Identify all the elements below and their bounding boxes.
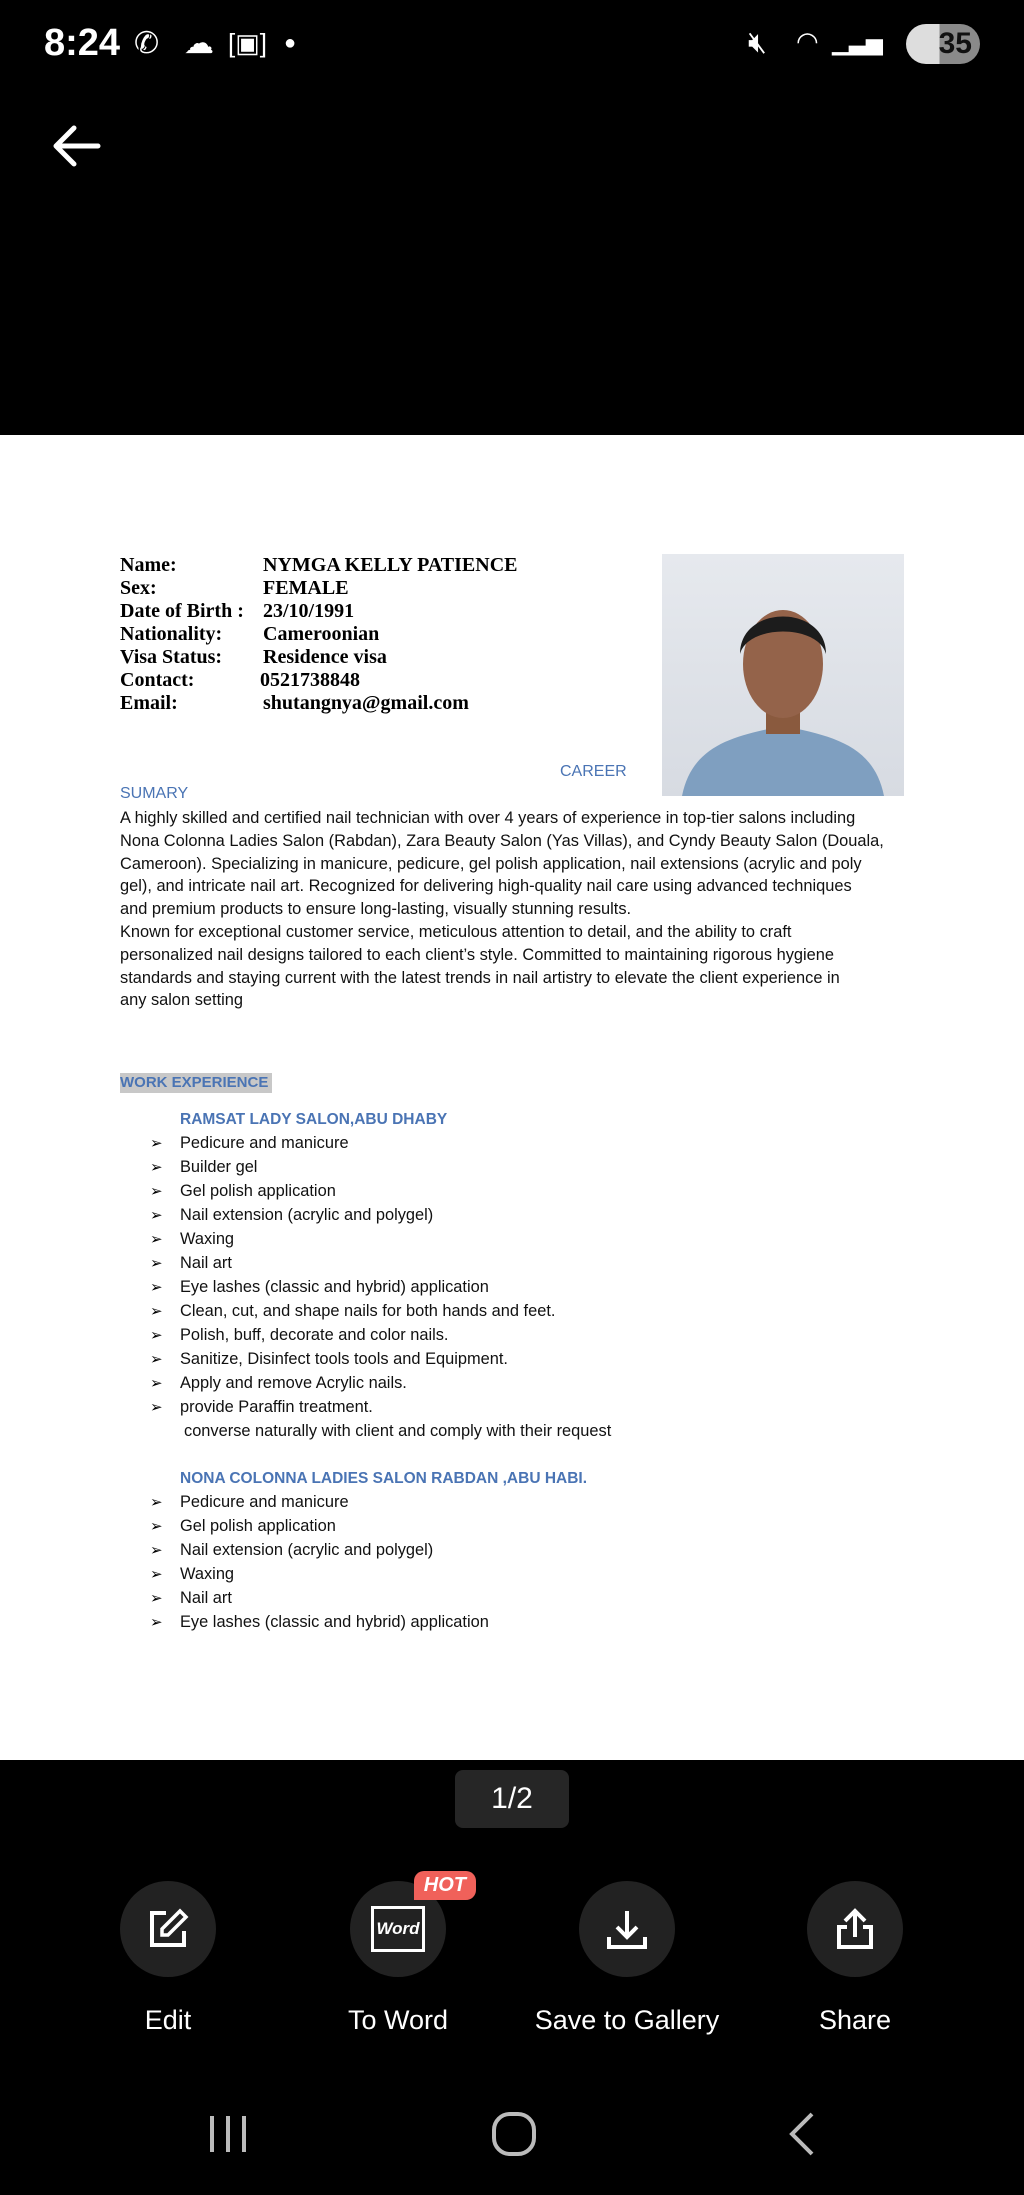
edit-icon <box>146 1907 190 1951</box>
back-arrow-icon[interactable] <box>48 118 104 174</box>
summary-line: Nona Colonna Ladies Salon (Rabdan), Zara Beauty Salon (Yas Villas), and Cyndy Beauty Salon (Douala, <box>120 831 884 850</box>
job-item: Nail extension (acrylic and polygel) <box>180 1206 434 1224</box>
download-icon <box>605 1907 649 1951</box>
bullet-arrow-icon: ➢ <box>150 1303 163 1320</box>
status-time: 8:24 <box>44 22 121 64</box>
info-value: NYMGA KELLY PATIENCE <box>263 554 518 576</box>
info-value: Cameroonian <box>263 623 380 645</box>
battery-indicator: 35 <box>906 24 980 64</box>
nav-back-button[interactable] <box>784 2110 820 2158</box>
bullet-arrow-icon: ➢ <box>150 1375 163 1392</box>
info-row <box>120 692 469 715</box>
job-item: Polish, buff, decorate and color nails. <box>180 1326 449 1344</box>
page-indicator: 1/2 <box>455 1770 569 1828</box>
bullet-arrow-icon: ➢ <box>150 1351 163 1368</box>
info-value: 23/10/1991 <box>263 600 355 622</box>
bullet-arrow-icon: ➢ <box>150 1159 163 1176</box>
share-label: Share <box>818 2005 892 2035</box>
job-item: Nail extension (acrylic and polygel) <box>180 1541 434 1559</box>
summary-line: Cameroon). Specializing in manicure, pedicure, gel polish application, nail extensions (acrylic and poly <box>120 854 862 873</box>
info-label: Contact: <box>120 669 195 691</box>
info-label: Nationality: <box>120 623 223 645</box>
bullet-arrow-icon: ➢ <box>150 1183 163 1200</box>
screenshot-icon: [▣] <box>228 28 268 58</box>
summary-line: any salon setting <box>120 991 244 1010</box>
signal-icon: ▁▃▅ <box>832 30 883 55</box>
share-button[interactable] <box>745 1881 965 2036</box>
whatsapp-icon: ✆ <box>134 27 160 60</box>
job-item: Sanitize, Disinfect tools tools and Equipment. <box>180 1350 508 1368</box>
edit-button[interactable] <box>58 1881 278 2036</box>
job-item: Eye lashes (classic and hybrid) application <box>180 1613 489 1631</box>
summary-line: Known for exceptional customer service, meticulous attention to detail, and the ability to craft <box>120 922 792 941</box>
info-row <box>120 554 518 577</box>
bullet-arrow-icon: ➢ <box>150 1542 163 1559</box>
bullet-arrow-icon: ➢ <box>150 1566 163 1583</box>
bullet-arrow-icon: ➢ <box>150 1279 163 1296</box>
edit-label: Edit <box>144 2005 192 2035</box>
info-row <box>120 600 355 623</box>
info-label: Date of Birth : <box>120 600 244 622</box>
bullet-arrow-icon: ➢ <box>150 1399 163 1416</box>
bullet-arrow-icon: ➢ <box>150 1231 163 1248</box>
info-value: Residence visa <box>263 646 387 668</box>
to-word-label: To Word <box>347 2005 449 2035</box>
info-label: Email: <box>120 692 178 714</box>
job-item: converse naturally with client and comply with their request <box>184 1422 612 1440</box>
info-row <box>120 646 387 669</box>
job-item: provide Paraffin treatment. <box>180 1398 373 1416</box>
job-item: Clean, cut, and shape nails for both hands and feet. <box>180 1302 556 1320</box>
info-value: shutangnya@gmail.com <box>263 692 469 714</box>
share-icon <box>833 1907 877 1951</box>
cloud-icon: ☁ <box>184 27 214 60</box>
save-to-gallery-button[interactable] <box>517 1881 737 2036</box>
bullet-arrow-icon: ➢ <box>150 1494 163 1511</box>
bullet-arrow-icon: ➢ <box>150 1207 163 1224</box>
summary-line: gel), and intricate nail art. Recognized for delivering high-quality nail care using advanced techniques <box>120 877 852 896</box>
summary-line: and premium products to ensure long-lasting, visually stunning results. <box>120 900 632 919</box>
dot-icon: ● <box>284 32 297 54</box>
bullet-arrow-icon: ➢ <box>150 1255 163 1272</box>
bullet-arrow-icon: ➢ <box>150 1518 163 1535</box>
job-item: Eye lashes (classic and hybrid) application <box>180 1278 489 1296</box>
info-row <box>120 623 380 646</box>
job-item: Pedicure and manicure <box>180 1134 349 1152</box>
save-label: Save to Gallery <box>534 2005 720 2035</box>
profile-photo <box>662 554 904 796</box>
job-title: RAMSAT LADY SALON,ABU DHABY <box>180 1111 448 1128</box>
job-item: Gel polish application <box>180 1517 336 1535</box>
word-icon: Word <box>371 1906 424 1952</box>
info-value: FEMALE <box>263 577 349 599</box>
summary-line: personalized nail designs tailored to each client’s style. Committed to maintaining rigorous hygiene <box>120 945 834 964</box>
job-item: Waxing <box>180 1565 235 1583</box>
bullet-arrow-icon: ➢ <box>150 1327 163 1344</box>
info-row <box>120 577 349 600</box>
bullet-arrow-icon: ➢ <box>150 1614 163 1631</box>
to-word-button[interactable] <box>288 1874 508 2036</box>
info-row <box>120 669 360 692</box>
job-item: Apply and remove Acrylic nails. <box>180 1374 407 1392</box>
work-experience-heading: WORK EXPERIENCE <box>120 1073 272 1093</box>
bullet-arrow-icon: ➢ <box>150 1590 163 1607</box>
summary-line: A highly skilled and certified nail technician with over 4 years of experience in top-tier salons including <box>120 809 856 827</box>
job-item: Pedicure and manicure <box>180 1493 349 1511</box>
bullet-arrow-icon: ➢ <box>150 1135 163 1152</box>
info-label: Sex: <box>120 577 157 599</box>
recent-apps-button[interactable] <box>206 2110 250 2158</box>
document-page <box>0 435 1024 1760</box>
job-item: Builder gel <box>180 1158 258 1176</box>
hot-badge: HOT <box>414 1871 476 1900</box>
job-title: NONA COLONNA LADIES SALON RABDAN ,ABU HABI. <box>180 1470 588 1487</box>
summary-line: standards and staying current with the latest trends in nail artistry to elevate the client experience in <box>120 968 840 987</box>
job-item: Nail art <box>180 1589 232 1607</box>
info-label: Visa Status: <box>120 646 223 668</box>
job-item: Gel polish application <box>180 1182 336 1200</box>
info-label: Name: <box>120 554 177 576</box>
mute-icon: 🔇︎ <box>748 26 767 59</box>
job-item: Waxing <box>180 1230 235 1248</box>
job-item: Nail art <box>180 1254 232 1272</box>
home-button[interactable] <box>490 2110 538 2158</box>
summary-heading: SUMARY <box>120 785 189 802</box>
wifi-icon: ◠ <box>796 26 819 56</box>
career-heading: CAREER <box>560 763 627 780</box>
summary-text <box>120 807 920 1012</box>
info-value: 0521738848 <box>260 669 360 691</box>
